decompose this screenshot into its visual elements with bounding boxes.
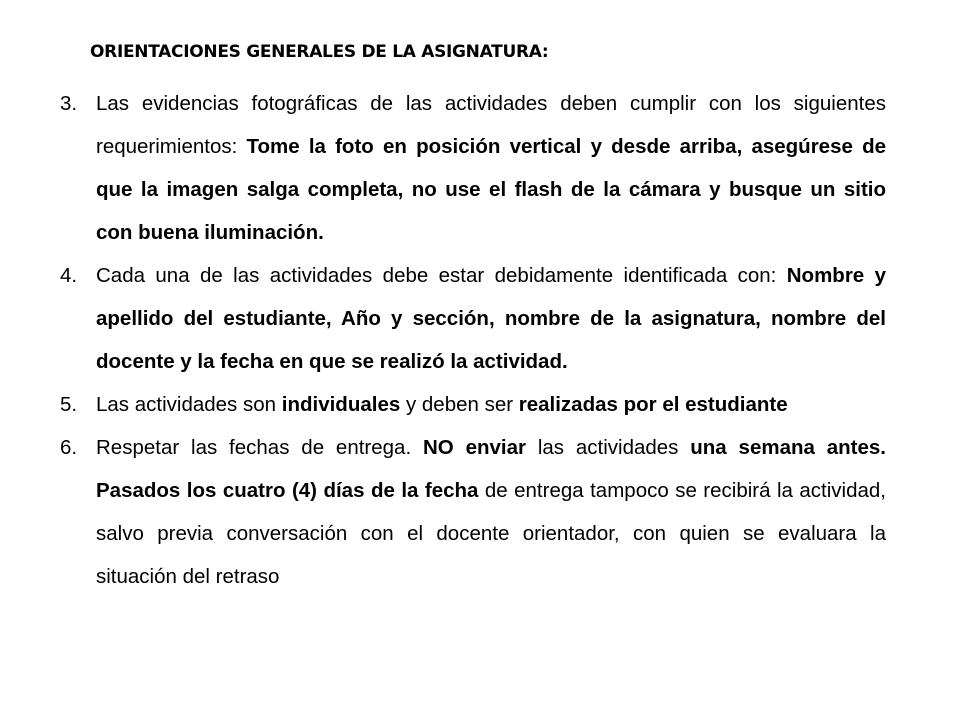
item-text-bold: Tome la foto en posición vertical y desde arriba, asegúrese de que la imagen salga completa, no use el flash de la cámara y busque un sitio con buena iluminación. (96, 135, 886, 244)
list-item-6 (60, 426, 886, 598)
item-text-bold: individuales (281, 393, 401, 416)
item-number: 6. (60, 436, 78, 459)
item-text: las actividades (525, 436, 691, 459)
item-number: 3. (60, 92, 78, 115)
item-text: Las actividades son (96, 393, 282, 416)
list-item-4 (60, 254, 886, 383)
item-text-bold: realizadas por el estudiante (518, 393, 788, 416)
item-text: Cada una de las actividades debe estar debidamente identificada con: (96, 264, 787, 287)
item-text: Respetar las fechas de entrega. (96, 436, 423, 459)
item-number: 5. (60, 393, 78, 416)
item-number: 4. (60, 264, 78, 287)
page-title: ORIENTACIONES GENERALES DE LA ASIGNATURA: (90, 42, 549, 62)
item-text: Las evidencias fotográficas de las actividades deben cumplir con los siguientes requerimientos: (96, 92, 886, 158)
item-text: de entrega tampoco se recibirá la actividad, salvo previa conversación con el docente orientador, con quien se evaluara la situación del retraso (96, 479, 886, 588)
list-item-5 (60, 383, 886, 426)
item-text-bold: una semana antes. Pasados los cuatro (4) días de la fecha (96, 436, 886, 502)
guidelines-list (60, 82, 886, 598)
list-item-3 (60, 82, 886, 254)
item-text-bold: NO enviar (423, 436, 526, 459)
item-text: y deben ser (400, 393, 519, 416)
item-text-bold: Nombre y apellido del estudiante, Año y sección, nombre de la asignatura, nombre del docente y la fecha en que se realizó la actividad. (96, 264, 886, 373)
